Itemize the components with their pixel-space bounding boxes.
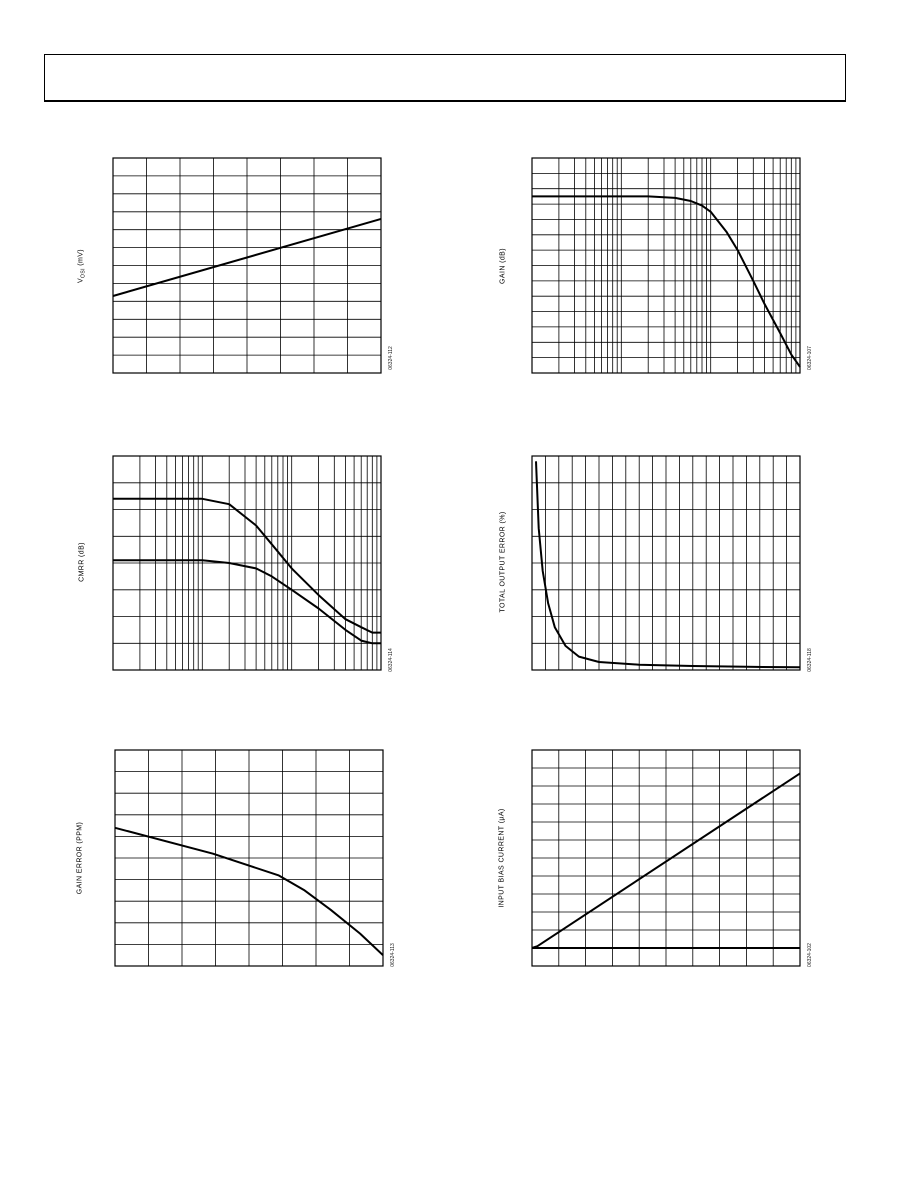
chart-2-series-1-line [532,196,800,367]
chart-1-figure-id: 06324-112 [388,346,394,370]
chart-3-figure-id: 06324-114 [388,648,394,672]
chart-4-y-axis-label: TOTAL OUTPUT ERROR (%) [499,511,507,613]
chart-5-figure-id: 06324-113 [390,943,396,967]
page-header-box [44,54,846,102]
chart-3-grid [113,456,381,670]
chart-6-figure-id: 06324-102 [807,943,813,967]
chart-5-grid [115,750,383,966]
chart-4-plot [532,456,800,670]
chart-6-grid [532,750,800,966]
chart-6-plot [532,750,800,966]
chart-3-series-2-line [113,560,381,643]
chart-3-plot [113,456,381,670]
chart-3-y-axis-label: CMRR (dB) [78,542,86,582]
chart-5-plot [115,750,383,966]
chart-1-plot [113,158,381,373]
chart-4-grid [532,456,800,670]
chart-5-y-axis-label: GAIN ERROR (PPM) [76,821,84,895]
chart-1-y-axis-label: $V_{OSI}$ (mV) [77,248,87,284]
chart-2-grid [532,158,800,373]
chart-4-series-1-line [536,461,800,667]
chart-4-figure-id: 06324-118 [807,648,813,672]
chart-2-plot [532,158,800,373]
chart-2-y-axis-label: GAIN (dB) [499,248,507,284]
chart-1-grid [113,158,381,373]
chart-6-y-axis-label: INPUT BIAS CURRENT (µA) [498,808,506,908]
chart-2-figure-id: 06324-107 [807,346,813,370]
